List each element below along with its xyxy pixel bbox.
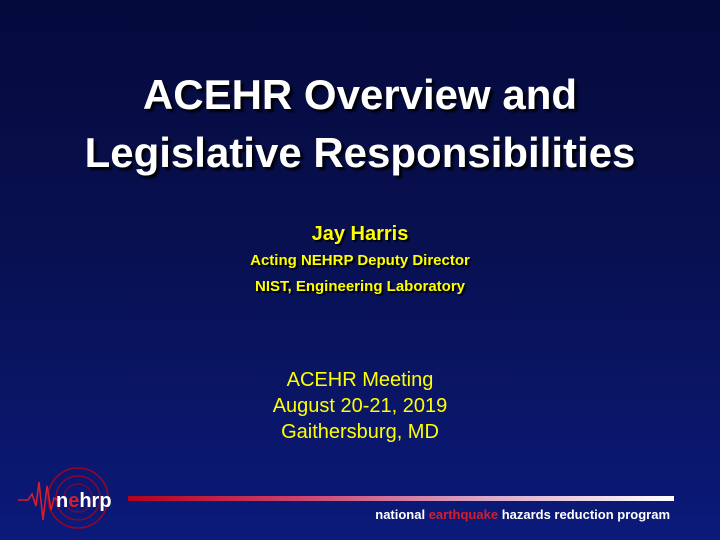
presenter-organization: NIST, Engineering Laboratory bbox=[254, 278, 466, 295]
meeting-dates: August 20-21, 2019 bbox=[272, 395, 448, 417]
presenter-name: Jay Harris bbox=[311, 223, 409, 245]
meeting-name: ACEHR Meeting bbox=[286, 369, 434, 391]
tagline-accent: earthquake bbox=[428, 507, 499, 522]
title-line-2: Legislative Responsibilities bbox=[84, 129, 636, 176]
presenter-block bbox=[0, 220, 720, 300]
footer-divider bbox=[128, 496, 674, 501]
logo-wordmark: nehrp bbox=[56, 490, 112, 512]
nehrp-logo-icon bbox=[18, 462, 138, 534]
tagline-pre: national bbox=[375, 507, 429, 522]
meeting-info bbox=[0, 367, 720, 445]
slide-title bbox=[0, 66, 720, 182]
footer-tagline bbox=[375, 507, 670, 522]
title-line-1: ACEHR Overview and bbox=[142, 71, 578, 118]
meeting-location: Gaithersburg, MD bbox=[281, 421, 439, 443]
presenter-role: Acting NEHRP Deputy Director bbox=[250, 252, 470, 269]
tagline-post: hazards reduction program bbox=[498, 507, 670, 522]
